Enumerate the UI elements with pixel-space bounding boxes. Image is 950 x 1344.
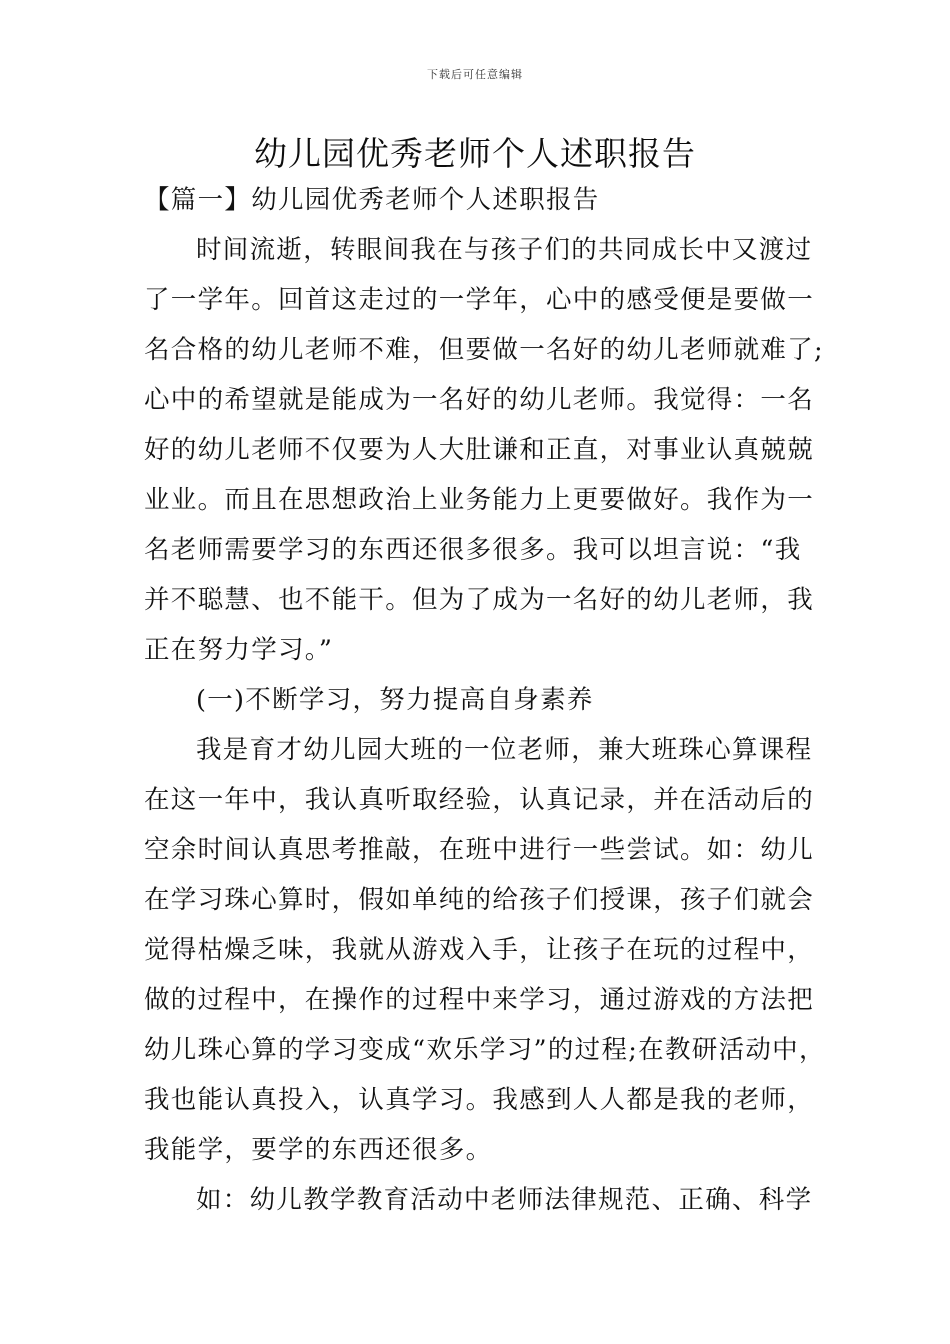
text-line: 【篇一】幼儿园优秀老师个人述职报告 [144, 185, 600, 215]
header-note: 下载后可任意编辑 [427, 68, 523, 81]
text-line: 觉得枯燥乏味，我就从游戏入手，让孩子在玩的过程中， [144, 935, 815, 965]
text-line: 并不聪慧、也不能干。但为了成为一名好的幼儿老师，我 [144, 585, 815, 615]
text-line: 了一学年。回首这走过的一学年，心中的感受便是要做一 [144, 285, 815, 315]
text-line: 空余时间认真思考推敲，在班中进行一些尝试。如：幼儿 [144, 835, 815, 865]
text-line: 我能学，要学的东西还很多。 [144, 1135, 493, 1165]
text-line: 时间流逝，转眼间我在与孩子们的共同成长中又渡过 [196, 235, 813, 265]
text-line: 正在努力学习。” [144, 635, 334, 665]
text-line: (一)不断学习，努力提高自身素养 [196, 685, 594, 715]
text-line: 名合格的幼儿老师不难，但要做一名好的幼儿老师就难了; [144, 335, 824, 365]
text-line: 在学习珠心算时，假如单纯的给孩子们授课，孩子们就会 [144, 885, 815, 915]
text-line: 心中的希望就是能成为一名好的幼儿老师。我觉得：一名 [144, 385, 815, 415]
text-line: 做的过程中，在操作的过程中来学习，通过游戏的方法把 [144, 985, 815, 1015]
text-line: 如：幼儿教学教育活动中老师法律规范、正确、科学 [196, 1185, 813, 1215]
text-line: 我是育才幼儿园大班的一位老师，兼大班珠心算课程 [196, 735, 813, 765]
body-text [144, 183, 826, 1233]
text-line: 名老师需要学习的东西还很多很多。我可以坦言说：“我 [144, 535, 802, 565]
document-title: 幼儿园优秀老师个人述职报告 [254, 134, 696, 173]
text-line: 幼儿珠心算的学习变成“欢乐学习”的过程;在教研活动中， [144, 1035, 826, 1065]
text-line: 好的幼儿老师不仅要为人大肚谦和正直，对事业认真兢兢 [144, 435, 815, 465]
text-line: 我也能认真投入，认真学习。我感到人人都是我的老师， [144, 1085, 815, 1115]
text-line: 在这一年中，我认真听取经验，认真记录，并在活动后的 [144, 785, 815, 815]
text-line: 业业。而且在思想政治上业务能力上更要做好。我作为一 [144, 485, 815, 515]
